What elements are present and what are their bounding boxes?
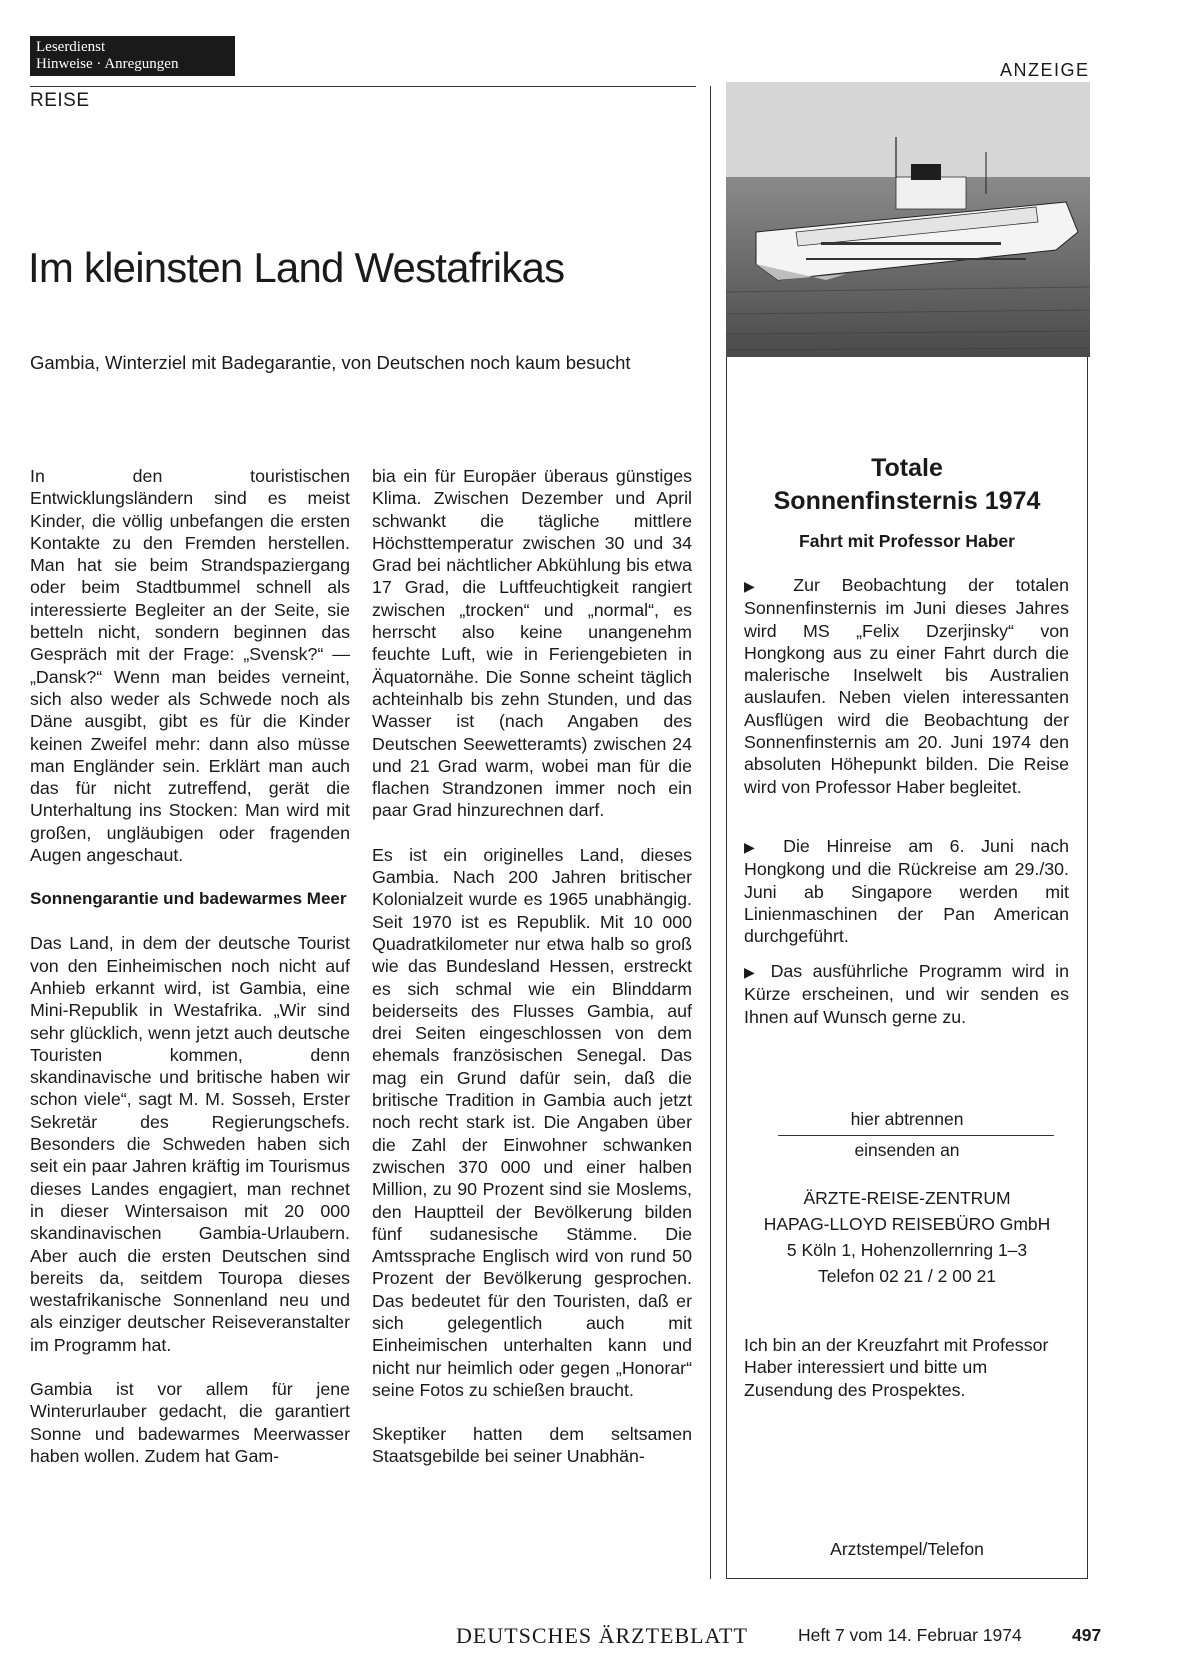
section-label: REISE	[30, 90, 90, 111]
interest-text: Ich bin an der Kreuzfahrt mit Professor Haber interessiert und bitte um Zusendung des Prospektes.	[744, 1335, 1049, 1400]
ad-title-line-1: Totale	[871, 454, 943, 482]
advertisement-label: ANZEIGE	[1000, 60, 1090, 80]
paragraph: Es ist ein originelles Land, dieses Gambia. Nach 200 Jahren britischer Kolonialzeit wurde es 1965 unabhängig. Seit 1970 ist es Republik. Mit 10 000 Quadratkilometer nur etwa halb so groß wie das Bundesland Hessen, erstreckt es sich schmal wie ein Blinddarm beiderseits des Flusses Gambia, auf drei Seiten eingeschlossen von dem ehemals französischen Senegal. Das mag ein Grund dafür sein, daß die britische Tradition in Gambia auch jetzt noch recht stark ist. Die Angaben über die Zahl der Einwohner schwanken zwischen 370 000 und einer halben Million, zu 90 Prozent sind sie Moslems, den Hauptteil der Bevölkerung bilden fünf sudanesische Stämme. Die Amtssprache Englisch wird von rund 50 Prozent der Bevölkerung gesprochen. Das bedeutet für den Touristen, daß er sich gelegentlich auch mit Einheimischen unterhalten kann und nicht nur heimlich oder gegen „Honorar“ seine Fotos zu schießen braucht.	[372, 844, 692, 1400]
kicker-line-1: Leserdienst	[36, 39, 106, 55]
article-subheadline: Gambia, Winterziel mit Badegarantie, von Deutschen noch kaum besucht	[30, 352, 631, 373]
ad-paragraph-text: Das ausführliche Programm wird in Kürze erscheinen, und wir senden es Ihnen auf Wunsch gerne zu.	[744, 961, 1069, 1027]
article-headline: Im kleinsten Land Westafrikas	[28, 244, 565, 291]
ad-title-line-2: Sonnenfinsternis 1974	[773, 487, 1041, 515]
ad-paragraph-1	[744, 574, 1069, 798]
ad-paragraph-3	[744, 960, 1069, 1028]
cut-label: hier abtrennen	[850, 1109, 964, 1129]
send-label: einsenden an	[854, 1140, 960, 1160]
page-number: 497	[1072, 1625, 1102, 1645]
paragraph: In den touristischen Entwicklungsländern sind es meist Kinder, die völlig unbefangen die ersten Kontakte zu den Fremden herstellen. Man hat sie beim Strandspaziergang oder beim Stadtbummel schnell als interessierte Begleiter an der Seite, sie betteln nicht, sondern beginnen das Gespräch mit der Frage: „Svensk?“ — „Dansk?“ Wenn man beides verneint, sich also weder als Schwede noch als Däne ausgibt, gibt es für die Kinder keinen Zweifel mehr: dann also müsse man Engländer sein. Erklärt man auch das für nicht zutreffend, gerät die Unterhaltung ins Stocken: Man wird mit großen, ungläubigen oder fragenden Augen angeschaut.	[30, 466, 350, 866]
publication-name: DEUTSCHES ÄRZTEBLATT	[456, 1623, 748, 1648]
issue-info: Heft 7 vom 14. Februar 1974	[798, 1625, 1022, 1645]
paragraph: bia ein für Europäer überaus günstiges Klima. Zwischen Dezember und April schwankt die tägliche mittlere Höchsttemperatur zwischen 30 und 34 Grad bei nächtlicher Abkühlung bis etwa 17 Grad, die Luftfeuchtigkeit rangiert zwischen „trocken“ und „normal“, es herrscht also keine unangenehm feuchte Luft, wie in Feriengebieten in Äquatornähe. Die Sonne scheint täglich achteinhalb bis zehn Stunden, und das Wasser ist (nach Angaben des Deutschen Seewetteramts) zwischen 24 und 21 Grad warm, wobei man für die flachen Strandzonen immer noch ein paar Grad hinzurechnen darf.	[372, 466, 692, 821]
address-line-3: 5 Köln 1, Hohenzollernring 1–3	[786, 1240, 1028, 1260]
arrow-icon: ▶	[744, 578, 772, 594]
address-line-1: ÄRZTE-REISE-ZENTRUM	[803, 1188, 1011, 1208]
cruise-ship-photo	[726, 82, 1090, 357]
article-column-2	[372, 465, 692, 1490]
column-divider	[710, 86, 711, 1579]
stamp-label: Arztstempel/Telefon	[830, 1539, 984, 1559]
ad-paragraph-text: Zur Beobachtung der totalen Sonnenfinsternis im Juni dieses Jahres wird MS „Felix Dzerjinsky“ von Hongkong aus zu einer Fahrt durch die malerische Inselwelt bis Australien auslaufen. Neben vielen interessanten Ausflügen wird die Beobachtung der Sonnenfinsternis am 20. Juni 1974 den absoluten Höhepunkt bilden. Die Reise wird von Professor Haber begleitet.	[744, 575, 1069, 797]
ad-paragraph-2	[744, 835, 1069, 947]
address-line-2: HAPAG-LLOYD REISEBÜRO GmbH	[763, 1214, 1051, 1234]
ad-subtitle: Fahrt mit Professor Haber	[799, 531, 1015, 551]
paragraph: Das Land, in dem der deutsche Tourist von den Einheimischen noch nicht auf Anhieb erkannt wird, ist Gambia, eine Mini-Republik in Westafrika. „Wir sind sehr glücklich, wenn jetzt auch deutsche Touristen kommen, denn skandinavische und britische haben wir schon viele“, sagt M. M. Sosseh, Erster Sekretär des Regierungschefs. Besonders die Schweden haben sich seit ein paar Jahren kräftig im Tourismus dieses Landes engagiert, man rechnet in dieser Wintersaison mit 20 000 skandinavischen Gambia-Urlaubern. Aber auch die ersten Deutschen sind bereits da, seitdem Touropa dieses westafrikanische Sonnenland neu und als einziger deutscher Reiseveranstalter im Programm hat.	[30, 933, 350, 1355]
paragraph: Gambia ist vor allem für jene Winterurlauber gedacht, die garantiert Sonne und badewarmes Meerwasser haben wollen. Zudem hat Gam-	[30, 1378, 350, 1466]
kicker-line-2: Hinweise · Anregungen	[36, 56, 179, 72]
arrow-icon: ▶	[744, 839, 767, 855]
address-line-4: Telefon 02 21 / 2 00 21	[817, 1266, 997, 1286]
ad-paragraph-text: Die Hinreise am 6. Juni nach Hongkong und die Rückreise am 29./30. Juni ab Singapore werden mit Linienmaschinen der Pan American durchgeführt.	[744, 836, 1069, 947]
address-block	[726, 1185, 1088, 1289]
section-heading: Sonnengarantie und badewarmes Meer	[30, 889, 347, 909]
header-rule	[30, 86, 696, 87]
article-column-1	[30, 465, 350, 1489]
cut-line	[778, 1135, 1054, 1136]
ad-title	[726, 452, 1088, 518]
paragraph: Skeptiker hatten dem seltsamen Staatsgebilde bei seiner Unabhän-	[372, 1424, 692, 1467]
arrow-icon: ▶	[744, 964, 761, 980]
kicker-box	[30, 36, 235, 76]
